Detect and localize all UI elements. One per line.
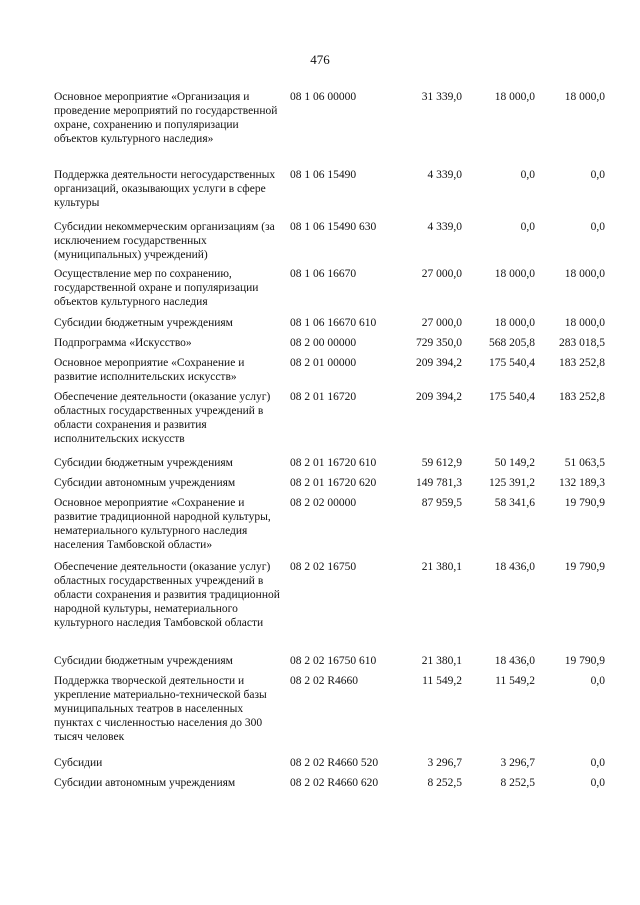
row-value-3: 18 000,0 [564,268,605,280]
row-code: 08 2 02 R4660 [290,675,359,687]
row-value-2: 0,0 [520,169,535,181]
row-value-2: 0,0 [520,221,535,233]
row-value-1: 4 339,0 [427,169,462,181]
row-value-3: 183 252,8 [559,391,605,403]
row-value-1: 8 252,5 [427,777,462,789]
row-code: 08 2 02 16750 610 [290,655,377,667]
row-value-3: 51 063,5 [564,457,605,469]
row-value-2: 18 436,0 [494,655,535,667]
row-name: Поддержка деятельности негосударственных организаций, оказывающих услуги в сфере культуры [54,169,276,209]
row-name: Обеспечение деятельности (оказание услуг) областных государственных учреждений в области сохранения и развития исполнительских искусств [54,391,271,445]
row-value-3: 0,0 [590,221,605,233]
row-value-3: 0,0 [590,777,605,789]
row-code: 08 2 02 00000 [290,497,357,509]
row-value-2: 8 252,5 [500,777,535,789]
row-name: Поддержка творческой деятельности и укрепление материально-технической базы муниципальных театров в населенных пунктах с численностью населения до 300 тысяч человек [54,675,267,743]
row-value-3: 18 000,0 [564,317,605,329]
row-value-1: 11 549,2 [422,675,462,687]
row-value-3: 0,0 [590,757,605,769]
row-value-1: 21 380,1 [421,561,462,573]
row-code: 08 1 06 16670 610 [290,317,377,329]
row-code: 08 1 06 15490 [290,169,357,181]
row-value-1: 27 000,0 [421,268,462,280]
row-value-2: 50 149,2 [494,457,535,469]
row-value-2: 18 000,0 [494,91,535,103]
row-value-1: 21 380,1 [421,655,462,667]
row-value-1: 4 339,0 [427,221,462,233]
row-value-2: 125 391,2 [489,477,535,489]
row-value-3: 132 189,3 [559,477,605,489]
row-value-3: 19 790,9 [564,655,605,667]
row-code: 08 1 06 00000 [290,91,357,103]
row-name: Основное мероприятие «Организация и проведение мероприятий по государственной охране, сохранению и популяризации объектов культурного наследия» [54,91,278,145]
row-value-2: 568 205,8 [489,337,535,349]
row-value-1: 209 394,2 [416,391,462,403]
row-value-2: 175 540,4 [489,391,535,403]
row-value-1: 87 959,5 [421,497,462,509]
row-value-3: 18 000,0 [564,91,605,103]
row-value-3: 283 018,5 [559,337,605,349]
row-value-2: 3 296,7 [500,757,535,769]
row-code: 08 2 01 16720 610 [290,457,377,469]
row-value-3: 0,0 [590,675,605,687]
row-code: 08 2 00 00000 [290,337,357,349]
row-value-1: 3 296,7 [427,757,462,769]
row-value-1: 729 350,0 [416,337,462,349]
row-name: Обеспечение деятельности (оказание услуг) областных государственных учреждений в области сохранения и развития традиционной народной культуры, нематериального культурного наследия Тамбовской области [54,561,280,629]
row-name: Субсидии бюджетным учреждениям [54,317,233,329]
row-value-2: 11 549,2 [495,675,535,687]
row-code: 08 1 06 15490 630 [290,221,377,233]
row-value-3: 183 252,8 [559,357,605,369]
page-number: 476 [310,52,330,67]
row-value-1: 149 781,3 [416,477,462,489]
row-code: 08 2 01 16720 [290,391,357,403]
row-name: Основное мероприятие «Сохранение и развитие традиционной народной культуры, нематериального культурного наследия населения Тамбовской области» [54,497,271,551]
row-name: Субсидии некоммерческим организациям (за исключением государственных (муниципальных) учреждений) [54,221,275,261]
row-value-2: 175 540,4 [489,357,535,369]
row-name: Осуществление мер по сохранению, государственной охране и популяризации объектов культурного наследия [54,268,259,308]
row-code: 08 2 02 16750 [290,561,357,573]
row-name: Субсидии [54,757,103,769]
row-value-2: 18 436,0 [494,561,535,573]
row-value-1: 209 394,2 [416,357,462,369]
row-name: Подпрограмма «Искусство» [54,337,192,349]
row-code: 08 1 06 16670 [290,268,357,280]
row-name: Субсидии автономным учреждениям [54,477,236,489]
row-code: 08 2 02 R4660 520 [290,757,379,769]
row-value-2: 18 000,0 [494,268,535,280]
row-name: Субсидии бюджетным учреждениям [54,655,233,667]
row-value-3: 19 790,9 [564,561,605,573]
row-name: Субсидии автономным учреждениям [54,777,236,789]
row-name: Субсидии бюджетным учреждениям [54,457,233,469]
row-value-1: 31 339,0 [421,91,462,103]
row-value-1: 59 612,9 [421,457,462,469]
row-value-2: 58 341,6 [494,497,535,509]
row-name: Основное мероприятие «Сохранение и развитие исполнительских искусств» [54,357,245,383]
row-code: 08 2 01 00000 [290,357,357,369]
row-value-3: 0,0 [590,169,605,181]
row-value-1: 27 000,0 [421,317,462,329]
row-code: 08 2 02 R4660 620 [290,777,379,789]
row-value-2: 18 000,0 [494,317,535,329]
row-code: 08 2 01 16720 620 [290,477,377,489]
row-value-3: 19 790,9 [564,497,605,509]
